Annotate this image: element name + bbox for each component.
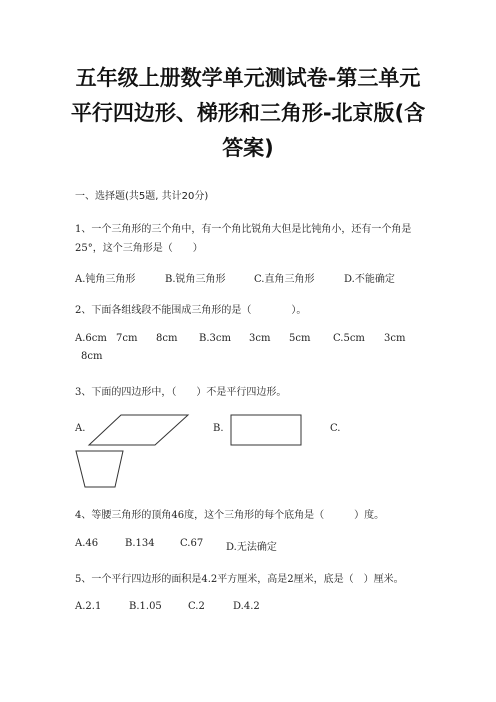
question-3-text: 3、下面的四边形中，（ ）不是平行四边形。 (75, 387, 287, 398)
q2-option-b-value-3: 5cm (289, 333, 311, 344)
q2-option-a-value-3: 8cm (156, 333, 178, 344)
question-1-text: 1、一个三角形的三个角中，有一个角比锐角大但是比钝角小，还有一个角是 (75, 224, 412, 235)
q2-option-a: A.6cm (75, 333, 107, 344)
q2-option-a-value-2: 7cm (116, 333, 138, 344)
q1-option-c: C.直角三角形 (254, 274, 315, 285)
q1-option-a: A.钝角三角形 (75, 274, 136, 285)
q4-option-a: A.46 (75, 538, 99, 549)
q2-option-c-value-3: 8cm (81, 351, 103, 362)
q2-option-b-value-2: 3cm (249, 333, 271, 344)
q5-option-c: C.2 (188, 601, 205, 612)
parallelogram-shape (88, 414, 190, 446)
q5-option-a: A.2.1 (75, 601, 102, 612)
page-title-line-3: 答案) (222, 136, 274, 160)
q2-option-c-value-2: 3cm (384, 333, 406, 344)
q2-option-c: C.5cm (333, 333, 365, 344)
page-title-line-1: 五年级上册数学单元测试卷-第三单元 (75, 66, 421, 90)
q5-option-d: D.4.2 (233, 601, 260, 612)
question-4-text: 4、等腰三角形的顶角46度，这个三角形的每个底角是（ ）度。 (75, 510, 385, 521)
q5-option-b: B.1.05 (129, 601, 162, 612)
q3-label-b: B. (213, 423, 224, 434)
q3-label-a: A. (75, 423, 86, 434)
question-2-text: 2、下面各组线段不能围成三角形的是（ ）。 (75, 305, 307, 316)
q1-option-d: D.不能确定 (344, 274, 395, 285)
q4-option-c: C.67 (180, 538, 204, 549)
q3-label-c: C. (330, 423, 341, 434)
question-1-text-cont: 25°，这个三角形是（ ） (75, 243, 203, 254)
q2-option-b: B.3cm (199, 333, 231, 344)
q4-option-b: B.134 (125, 538, 155, 549)
section-heading: 一、选择题(共5题, 共计20分) (75, 191, 209, 202)
trapezoid-shape (75, 450, 125, 488)
q4-option-d: D.无法确定 (226, 542, 277, 553)
question-5-text: 5、一个平行四边形的面积是4.2平方厘米，高是2厘米，底是（ ）厘米。 (75, 574, 404, 585)
q1-option-b: B.锐角三角形 (165, 274, 226, 285)
rectangle-shape (230, 414, 303, 446)
page-title-line-2: 平行四边形、梯形和三角形-北京版(含 (70, 101, 426, 125)
